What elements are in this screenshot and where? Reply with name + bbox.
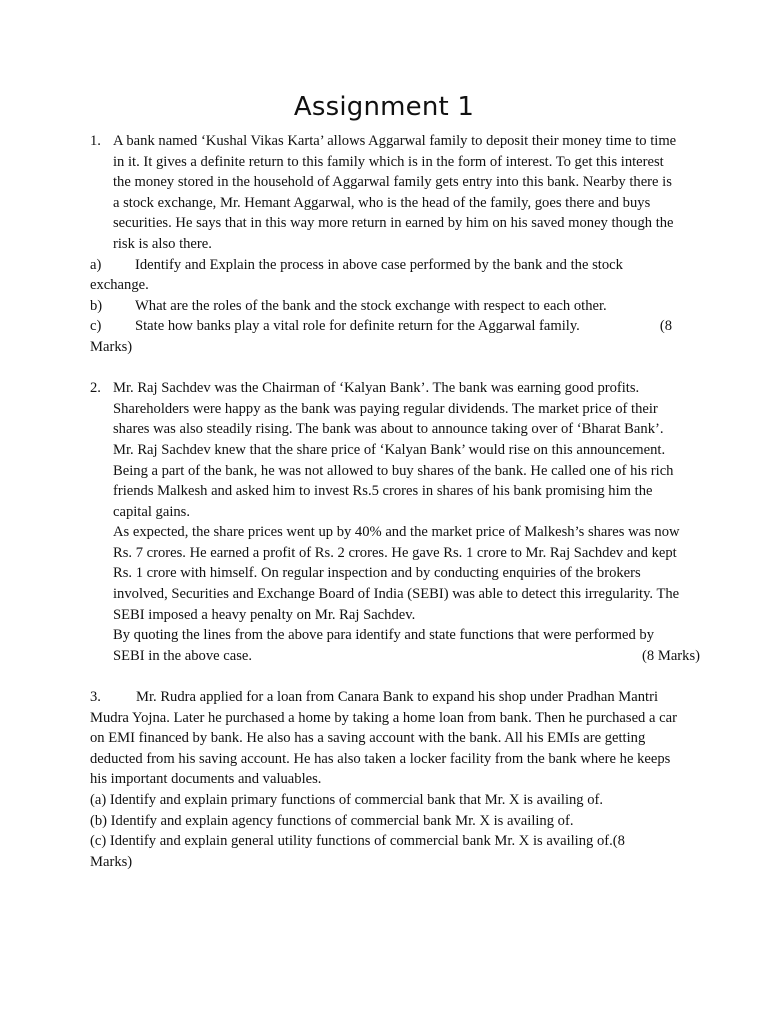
question-1-part-c bbox=[90, 316, 680, 337]
question-3-part-b: (b) Identify and explain agency functions of commercial bank Mr. X is availing of. bbox=[90, 812, 574, 829]
question-3-text: Mr. Rudra applied for a loan from Canara Bank to expand his shop under Pradhan Mantri Mudra Yojna. Later he purchased a home by taking a home loan from bank. Then he purchased a car on EMI financed by bank. He also has a saving account with the bank. All his EMIs are getting deducted from his saving account. He has also taken a locker facility from the bank where he keeps his important documents and valuables. bbox=[90, 689, 677, 788]
question-1-marks: (8 bbox=[659, 318, 672, 335]
question-1-part-b bbox=[90, 296, 680, 317]
question-3 bbox=[90, 687, 680, 872]
page-title: Assignment 1 bbox=[293, 92, 475, 122]
part-label: a) bbox=[90, 256, 102, 273]
question-2 bbox=[90, 378, 700, 666]
question-2-paragraph-2: As expected, the share prices went up by 40% and the market price of Malkesh’s shares was now Rs. 7 crores. He earned a profit of Rs. 2 crores. He gave Rs. 1 crore to Mr. Raj Sachdev and kept Rs. 1 crore with himself. On regular inspection and by conducting enquiries of the brokers involved, Securities and Exchange Board of India (SEBI) was able to detect this irregularity. The SEBI imposed a heavy penalty on Mr. Raj Sachdev. bbox=[113, 524, 680, 623]
question-3-part-c: (c) Identify and explain general utility functions of commercial bank Mr. X is availing of.(8 bbox=[90, 833, 625, 850]
question-1-part-a bbox=[90, 255, 680, 296]
question-1-number: 1. bbox=[90, 133, 101, 149]
question-3-part-a: (a) Identify and explain primary functions of commercial bank that Mr. X is availing of. bbox=[90, 792, 604, 808]
question-2-number: 2. bbox=[90, 380, 101, 397]
question-2-paragraph-3 bbox=[113, 625, 700, 666]
document-body bbox=[90, 131, 700, 872]
question-2-prompt: By quoting the lines from the above para identify and state functions that were performed by SEBI in the above case. bbox=[113, 627, 655, 664]
part-text: State how banks play a vital role for definite return for the Aggarwal family. bbox=[135, 318, 580, 335]
part-label: c) bbox=[90, 318, 102, 335]
question-2-paragraph-1: Mr. Raj Sachdev was the Chairman of ‘Kalyan Bank’. The bank was earning good profits. Shareholders were happy as the bank was paying regular dividends. The market price of their shares was also steadily rising. The bank was about to announce taking over of ‘Bharat Bank’. Mr. Raj Sachdev knew that the share price of ‘Kalyan Bank’ would rise on this announcement. Being a part of the bank, he was not allowed to buy shares of the bank. He called one of his rich friends Malkesh and asked him to invest Rs.5 crores in shares of his bank promising him the capital gains. bbox=[113, 380, 674, 520]
question-3-marks-close: Marks) bbox=[90, 853, 133, 870]
part-text: Identify and Explain the process in above case performed by the bank and the stock exchange. bbox=[90, 256, 623, 294]
question-1-text: A bank named ‘Kushal Vikas Karta’ allows Aggarwal family to deposit their money time to time in it. It gives a definite return to this family which is in the form of interest. To get this interest the money stored in the household of Aggarwal family gets entry into this bank. Nearby there is a stock exchange, Mr. Hemant Aggarwal, who is the head of the family, goes there and buys securities. He says that in this way more return in earned by him on his saved money though the risk is also there. bbox=[113, 133, 677, 252]
question-3-number: 3. bbox=[90, 689, 101, 706]
part-label: b) bbox=[90, 297, 103, 314]
question-1-marks-close: Marks) bbox=[90, 338, 133, 355]
question-2-marks: (8 Marks) bbox=[642, 647, 700, 664]
question-1 bbox=[90, 131, 680, 255]
part-text: What are the roles of the bank and the stock exchange with respect to each other. bbox=[135, 297, 607, 314]
